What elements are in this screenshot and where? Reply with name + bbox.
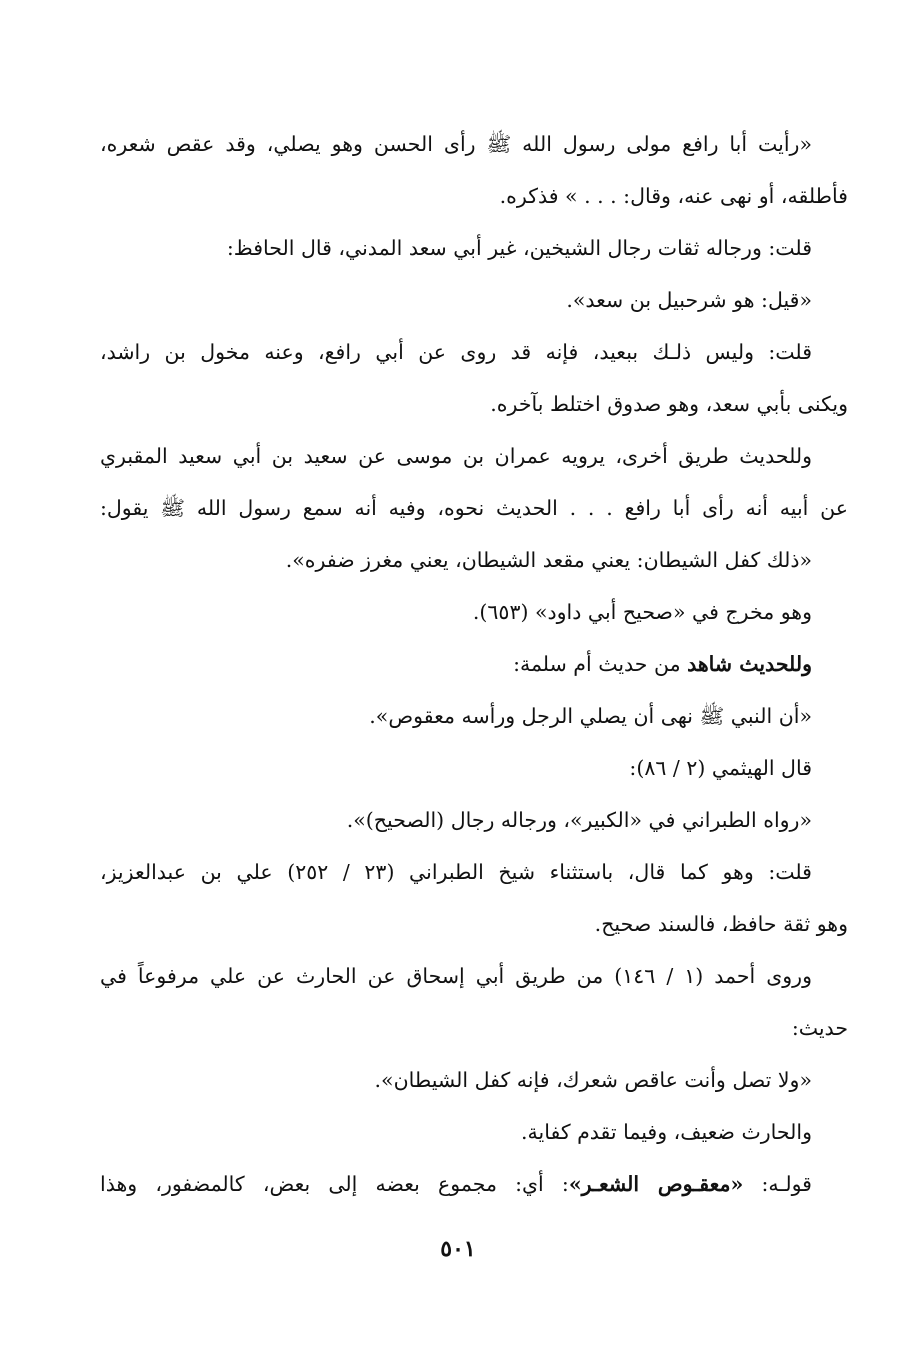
text-line-4: «قيل: هو شرحبيل بن سعد». bbox=[566, 288, 812, 312]
text-line-21 bbox=[100, 1158, 848, 1210]
text-line-6: ويكنى بأبي سعد، وهو صدوق اختلط بآخره. bbox=[490, 392, 848, 416]
text-line-16: وهو ثقة حافظ، فالسند صحيح. bbox=[594, 912, 848, 936]
text-line-12: «أن النبي ﷺ نهى أن يصلي الرجل ورأسه معقوص». bbox=[369, 704, 812, 728]
text-line-13: قال الهيثمي (٢ / ٨٦): bbox=[629, 756, 812, 780]
page-body bbox=[100, 118, 848, 1210]
text-segment: قولـه: bbox=[743, 1172, 812, 1196]
text-line-19: «ولا تصل وأنت عاقص شعرك، فإنه كفل الشيطان». bbox=[374, 1068, 812, 1092]
text-line-18: حديث: bbox=[791, 1016, 848, 1040]
text-line-5: قلت: وليس ذلـك ببعيد، فإنه قد روى عن أبي رافع، وعنه مخول بن راشد، bbox=[100, 340, 812, 364]
text-line-15: قلت: وهو كما قال، باستثناء شيخ الطبراني (٢٣ / ٢٥٢) علي بن عبدالعزيز، bbox=[100, 860, 812, 884]
text-line-1: «رأيت أبا رافع مولى رسول الله ﷺ رأى الحسن وهو يصلي، وقد عقص شعره، bbox=[100, 132, 812, 156]
bold-text-segment: «معقـوص الشعـر» bbox=[568, 1172, 744, 1196]
text-line-11 bbox=[100, 638, 848, 690]
bold-text-segment: وللحديث شاهد bbox=[687, 652, 812, 676]
text-line-2: فأطلقه، أو نهى عنه، وقال: . . . » فذكره. bbox=[499, 184, 848, 208]
page-number: ٥٠١ bbox=[440, 1236, 476, 1262]
text-segment: : أي: مجموع بعضه إلى بعض، كالمضفور، وهذا bbox=[100, 1172, 569, 1196]
text-segment: من حديث أم سلمة: bbox=[513, 652, 688, 676]
text-line-20: والحارث ضعيف، وفيما تقدم كفاية. bbox=[520, 1120, 812, 1144]
text-line-7: وللحديث طريق أخرى، يرويه عمران بن موسى عن سعيد بن أبي سعيد المقبري bbox=[100, 444, 812, 468]
text-line-8: عن أبيه أنه رأى أبا رافع . . . الحديث نحوه، وفيه أنه سمع رسول الله ﷺ يقول: bbox=[100, 496, 848, 520]
text-line-14: «رواه الطبراني في «الكبير»، ورجاله رجال (الصحيح)». bbox=[346, 808, 812, 832]
text-line-3: قلت: ورجاله ثقات رجال الشيخين، غير أبي سعد المدني، قال الحافظ: bbox=[226, 236, 812, 260]
text-line-9: «ذلك كفل الشيطان: يعني مقعد الشيطان، يعني مغرز ضفره». bbox=[285, 548, 812, 572]
text-line-17: وروى أحمد (١ / ١٤٦) من طريق أبي إسحاق عن الحارث عن علي مرفوعاً في bbox=[100, 964, 812, 988]
text-line-10: وهو مخرج في «صحيح أبي داود» (٦٥٣). bbox=[472, 600, 812, 624]
